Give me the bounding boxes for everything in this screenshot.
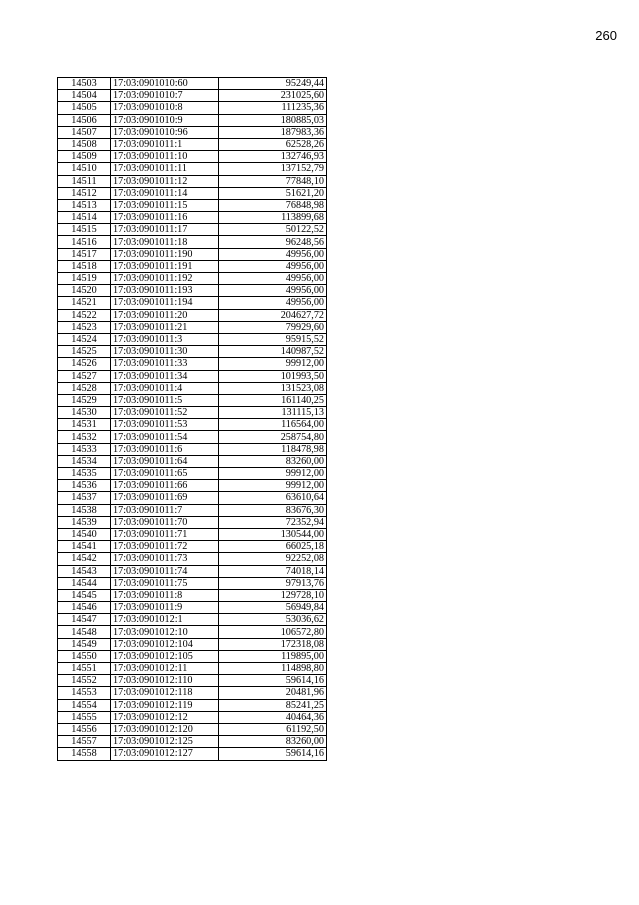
cadastral-number-cell: 17:03:0901011:20 — [111, 309, 219, 321]
cadastral-number-cell: 17:03:0901011:30 — [111, 346, 219, 358]
row-number-cell: 14558 — [58, 748, 111, 760]
value-cell: 53036,62 — [219, 614, 327, 626]
cadastral-number-cell: 17:03:0901010:8 — [111, 102, 219, 114]
cadastral-number-cell: 17:03:0901010:96 — [111, 126, 219, 138]
table-row — [58, 602, 327, 614]
value-cell: 66025,18 — [219, 541, 327, 553]
table-row — [58, 419, 327, 431]
table-body — [58, 78, 327, 761]
value-cell: 258754,80 — [219, 431, 327, 443]
row-number-cell: 14551 — [58, 663, 111, 675]
table-row — [58, 151, 327, 163]
cadastral-number-cell: 17:03:0901011:34 — [111, 370, 219, 382]
table-row — [58, 553, 327, 565]
value-cell: 74018,14 — [219, 565, 327, 577]
value-cell: 118478,98 — [219, 443, 327, 455]
table-row — [58, 370, 327, 382]
cadastral-number-cell: 17:03:0901011:75 — [111, 577, 219, 589]
row-number-cell: 14539 — [58, 516, 111, 528]
table-row — [58, 516, 327, 528]
row-number-cell: 14544 — [58, 577, 111, 589]
cadastral-number-cell: 17:03:0901011:10 — [111, 151, 219, 163]
value-cell: 119895,00 — [219, 650, 327, 662]
row-number-cell: 14543 — [58, 565, 111, 577]
row-number-cell: 14514 — [58, 212, 111, 224]
row-number-cell: 14552 — [58, 675, 111, 687]
cadastral-number-cell: 17:03:0901011:21 — [111, 321, 219, 333]
cadastral-number-cell: 17:03:0901011:6 — [111, 443, 219, 455]
cadastral-number-cell: 17:03:0901012:11 — [111, 663, 219, 675]
value-cell: 20481,96 — [219, 687, 327, 699]
row-number-cell: 14535 — [58, 468, 111, 480]
table-row — [58, 699, 327, 711]
table-row — [58, 528, 327, 540]
row-number-cell: 14521 — [58, 297, 111, 309]
cadastral-number-cell: 17:03:0901012:105 — [111, 650, 219, 662]
value-cell: 59614,16 — [219, 748, 327, 760]
table-row — [58, 748, 327, 760]
value-cell: 83676,30 — [219, 504, 327, 516]
cadastral-number-cell: 17:03:0901010:9 — [111, 114, 219, 126]
cadastral-number-cell: 17:03:0901012:120 — [111, 723, 219, 735]
table-row — [58, 492, 327, 504]
value-cell: 63610,64 — [219, 492, 327, 504]
table-row — [58, 78, 327, 90]
row-number-cell: 14507 — [58, 126, 111, 138]
value-cell: 231025,60 — [219, 90, 327, 102]
row-number-cell: 14512 — [58, 187, 111, 199]
cadastral-number-cell: 17:03:0901011:69 — [111, 492, 219, 504]
value-cell: 116564,00 — [219, 419, 327, 431]
row-number-cell: 14509 — [58, 151, 111, 163]
cadastral-number-cell: 17:03:0901011:8 — [111, 589, 219, 601]
value-cell: 51621,20 — [219, 187, 327, 199]
row-number-cell: 14538 — [58, 504, 111, 516]
table-row — [58, 163, 327, 175]
table-row — [58, 480, 327, 492]
row-number-cell: 14515 — [58, 224, 111, 236]
value-cell: 111235,36 — [219, 102, 327, 114]
cadastral-number-cell: 17:03:0901012:119 — [111, 699, 219, 711]
value-cell: 137152,79 — [219, 163, 327, 175]
table-row — [58, 248, 327, 260]
row-number-cell: 14556 — [58, 723, 111, 735]
value-cell: 72352,94 — [219, 516, 327, 528]
row-number-cell: 14530 — [58, 407, 111, 419]
table-row — [58, 443, 327, 455]
cadastral-number-cell: 17:03:0901011:17 — [111, 224, 219, 236]
value-cell: 131115,13 — [219, 407, 327, 419]
page-number: 260 — [595, 28, 617, 43]
value-cell: 83260,00 — [219, 736, 327, 748]
row-number-cell: 14547 — [58, 614, 111, 626]
value-cell: 130544,00 — [219, 528, 327, 540]
value-cell: 49956,00 — [219, 273, 327, 285]
value-cell: 49956,00 — [219, 260, 327, 272]
table-row — [58, 577, 327, 589]
value-cell: 49956,00 — [219, 285, 327, 297]
cadastral-number-cell: 17:03:0901011:9 — [111, 602, 219, 614]
cadastral-number-cell: 17:03:0901011:72 — [111, 541, 219, 553]
row-number-cell: 14541 — [58, 541, 111, 553]
value-cell: 132746,93 — [219, 151, 327, 163]
table-row — [58, 455, 327, 467]
value-cell: 99912,00 — [219, 468, 327, 480]
cadastral-number-cell: 17:03:0901012:10 — [111, 626, 219, 638]
table-row — [58, 541, 327, 553]
value-cell: 92252,08 — [219, 553, 327, 565]
table-row — [58, 321, 327, 333]
value-cell: 97913,76 — [219, 577, 327, 589]
value-cell: 129728,10 — [219, 589, 327, 601]
table-row — [58, 723, 327, 735]
value-cell: 95915,52 — [219, 333, 327, 345]
table-row — [58, 346, 327, 358]
value-cell: 101993,50 — [219, 370, 327, 382]
table-row — [58, 224, 327, 236]
table-row — [58, 407, 327, 419]
row-number-cell: 14555 — [58, 711, 111, 723]
table-row — [58, 260, 327, 272]
row-number-cell: 14519 — [58, 273, 111, 285]
row-number-cell: 14537 — [58, 492, 111, 504]
value-cell: 61192,50 — [219, 723, 327, 735]
table-row — [58, 431, 327, 443]
table-row — [58, 565, 327, 577]
cadastral-number-cell: 17:03:0901011:52 — [111, 407, 219, 419]
table-row — [58, 175, 327, 187]
value-cell: 99912,00 — [219, 480, 327, 492]
table-row — [58, 504, 327, 516]
value-cell: 79929,60 — [219, 321, 327, 333]
row-number-cell: 14554 — [58, 699, 111, 711]
value-cell: 49956,00 — [219, 297, 327, 309]
value-cell: 161140,25 — [219, 394, 327, 406]
table-row — [58, 333, 327, 345]
row-number-cell: 14511 — [58, 175, 111, 187]
cadastral-number-cell: 17:03:0901011:3 — [111, 333, 219, 345]
table-row — [58, 663, 327, 675]
table-row — [58, 212, 327, 224]
row-number-cell: 14527 — [58, 370, 111, 382]
table-row — [58, 626, 327, 638]
value-cell: 95249,44 — [219, 78, 327, 90]
row-number-cell: 14506 — [58, 114, 111, 126]
cadastral-number-cell: 17:03:0901011:71 — [111, 528, 219, 540]
cadastral-number-cell: 17:03:0901010:60 — [111, 78, 219, 90]
value-cell: 50122,52 — [219, 224, 327, 236]
table-row — [58, 285, 327, 297]
table-row — [58, 90, 327, 102]
row-number-cell: 14524 — [58, 333, 111, 345]
value-cell: 56949,84 — [219, 602, 327, 614]
table-row — [58, 675, 327, 687]
value-cell: 96248,56 — [219, 236, 327, 248]
table-row — [58, 650, 327, 662]
cadastral-number-cell: 17:03:0901011:7 — [111, 504, 219, 516]
value-cell: 113899,68 — [219, 212, 327, 224]
table-row — [58, 358, 327, 370]
table-row — [58, 468, 327, 480]
cadastral-number-cell: 17:03:0901011:18 — [111, 236, 219, 248]
cadastral-number-cell: 17:03:0901011:192 — [111, 273, 219, 285]
table-row — [58, 114, 327, 126]
row-number-cell: 14553 — [58, 687, 111, 699]
table-row — [58, 297, 327, 309]
row-number-cell: 14542 — [58, 553, 111, 565]
cadastral-number-cell: 17:03:0901011:194 — [111, 297, 219, 309]
cadastral-number-cell: 17:03:0901011:54 — [111, 431, 219, 443]
value-cell: 59614,16 — [219, 675, 327, 687]
value-cell: 76848,98 — [219, 199, 327, 211]
table-row — [58, 687, 327, 699]
cadastral-number-cell: 17:03:0901011:12 — [111, 175, 219, 187]
cadastral-number-cell: 17:03:0901011:64 — [111, 455, 219, 467]
cadastral-number-cell: 17:03:0901011:74 — [111, 565, 219, 577]
row-number-cell: 14503 — [58, 78, 111, 90]
cadastral-number-cell: 17:03:0901012:12 — [111, 711, 219, 723]
value-cell: 180885,03 — [219, 114, 327, 126]
row-number-cell: 14505 — [58, 102, 111, 114]
row-number-cell: 14531 — [58, 419, 111, 431]
cadastral-number-cell: 17:03:0901011:66 — [111, 480, 219, 492]
cadastral-number-cell: 17:03:0901012:125 — [111, 736, 219, 748]
row-number-cell: 14529 — [58, 394, 111, 406]
row-number-cell: 14528 — [58, 382, 111, 394]
cadastral-number-cell: 17:03:0901012:118 — [111, 687, 219, 699]
table-row — [58, 382, 327, 394]
table-row — [58, 638, 327, 650]
value-cell: 187983,36 — [219, 126, 327, 138]
row-number-cell: 14540 — [58, 528, 111, 540]
cadastral-number-cell: 17:03:0901011:193 — [111, 285, 219, 297]
row-number-cell: 14548 — [58, 626, 111, 638]
value-cell: 131523,08 — [219, 382, 327, 394]
cadastral-number-cell: 17:03:0901011:14 — [111, 187, 219, 199]
cadastral-number-cell: 17:03:0901011:73 — [111, 553, 219, 565]
row-number-cell: 14536 — [58, 480, 111, 492]
table-row — [58, 187, 327, 199]
data-table — [57, 77, 327, 761]
cadastral-number-cell: 17:03:0901011:15 — [111, 199, 219, 211]
cadastral-number-cell: 17:03:0901011:16 — [111, 212, 219, 224]
cadastral-number-cell: 17:03:0901011:11 — [111, 163, 219, 175]
row-number-cell: 14525 — [58, 346, 111, 358]
row-number-cell: 14545 — [58, 589, 111, 601]
row-number-cell: 14520 — [58, 285, 111, 297]
row-number-cell: 14504 — [58, 90, 111, 102]
cadastral-number-cell: 17:03:0901011:4 — [111, 382, 219, 394]
table-row — [58, 309, 327, 321]
row-number-cell: 14526 — [58, 358, 111, 370]
cadastral-number-cell: 17:03:0901011:1 — [111, 138, 219, 150]
row-number-cell: 14517 — [58, 248, 111, 260]
table-row — [58, 589, 327, 601]
cadastral-number-cell: 17:03:0901012:104 — [111, 638, 219, 650]
table-row — [58, 102, 327, 114]
table-row — [58, 736, 327, 748]
value-cell: 114898,80 — [219, 663, 327, 675]
value-cell: 140987,52 — [219, 346, 327, 358]
cadastral-number-cell: 17:03:0901011:33 — [111, 358, 219, 370]
row-number-cell: 14533 — [58, 443, 111, 455]
cadastral-number-cell: 17:03:0901011:5 — [111, 394, 219, 406]
row-number-cell: 14549 — [58, 638, 111, 650]
table-row — [58, 711, 327, 723]
value-cell: 62528,26 — [219, 138, 327, 150]
cadastral-number-cell: 17:03:0901011:70 — [111, 516, 219, 528]
value-cell: 83260,00 — [219, 455, 327, 467]
table-row — [58, 236, 327, 248]
row-number-cell: 14532 — [58, 431, 111, 443]
table-row — [58, 138, 327, 150]
row-number-cell: 14522 — [58, 309, 111, 321]
cadastral-number-cell: 17:03:0901011:53 — [111, 419, 219, 431]
value-cell: 49956,00 — [219, 248, 327, 260]
row-number-cell: 14518 — [58, 260, 111, 272]
value-cell: 40464,36 — [219, 711, 327, 723]
row-number-cell: 14550 — [58, 650, 111, 662]
table-row — [58, 126, 327, 138]
cadastral-number-cell: 17:03:0901011:191 — [111, 260, 219, 272]
value-cell: 172318,08 — [219, 638, 327, 650]
value-cell: 77848,10 — [219, 175, 327, 187]
row-number-cell: 14523 — [58, 321, 111, 333]
table-row — [58, 199, 327, 211]
cadastral-number-cell: 17:03:0901012:1 — [111, 614, 219, 626]
table-row — [58, 614, 327, 626]
row-number-cell: 14513 — [58, 199, 111, 211]
cadastral-number-cell: 17:03:0901012:127 — [111, 748, 219, 760]
row-number-cell: 14510 — [58, 163, 111, 175]
table-row — [58, 273, 327, 285]
cadastral-number-cell: 17:03:0901011:190 — [111, 248, 219, 260]
value-cell: 204627,72 — [219, 309, 327, 321]
row-number-cell: 14534 — [58, 455, 111, 467]
row-number-cell: 14546 — [58, 602, 111, 614]
value-cell: 85241,25 — [219, 699, 327, 711]
value-cell: 99912,00 — [219, 358, 327, 370]
cadastral-number-cell: 17:03:0901010:7 — [111, 90, 219, 102]
cadastral-number-cell: 17:03:0901012:110 — [111, 675, 219, 687]
table-row — [58, 394, 327, 406]
row-number-cell: 14508 — [58, 138, 111, 150]
row-number-cell: 14557 — [58, 736, 111, 748]
row-number-cell: 14516 — [58, 236, 111, 248]
cadastral-number-cell: 17:03:0901011:65 — [111, 468, 219, 480]
value-cell: 106572,80 — [219, 626, 327, 638]
